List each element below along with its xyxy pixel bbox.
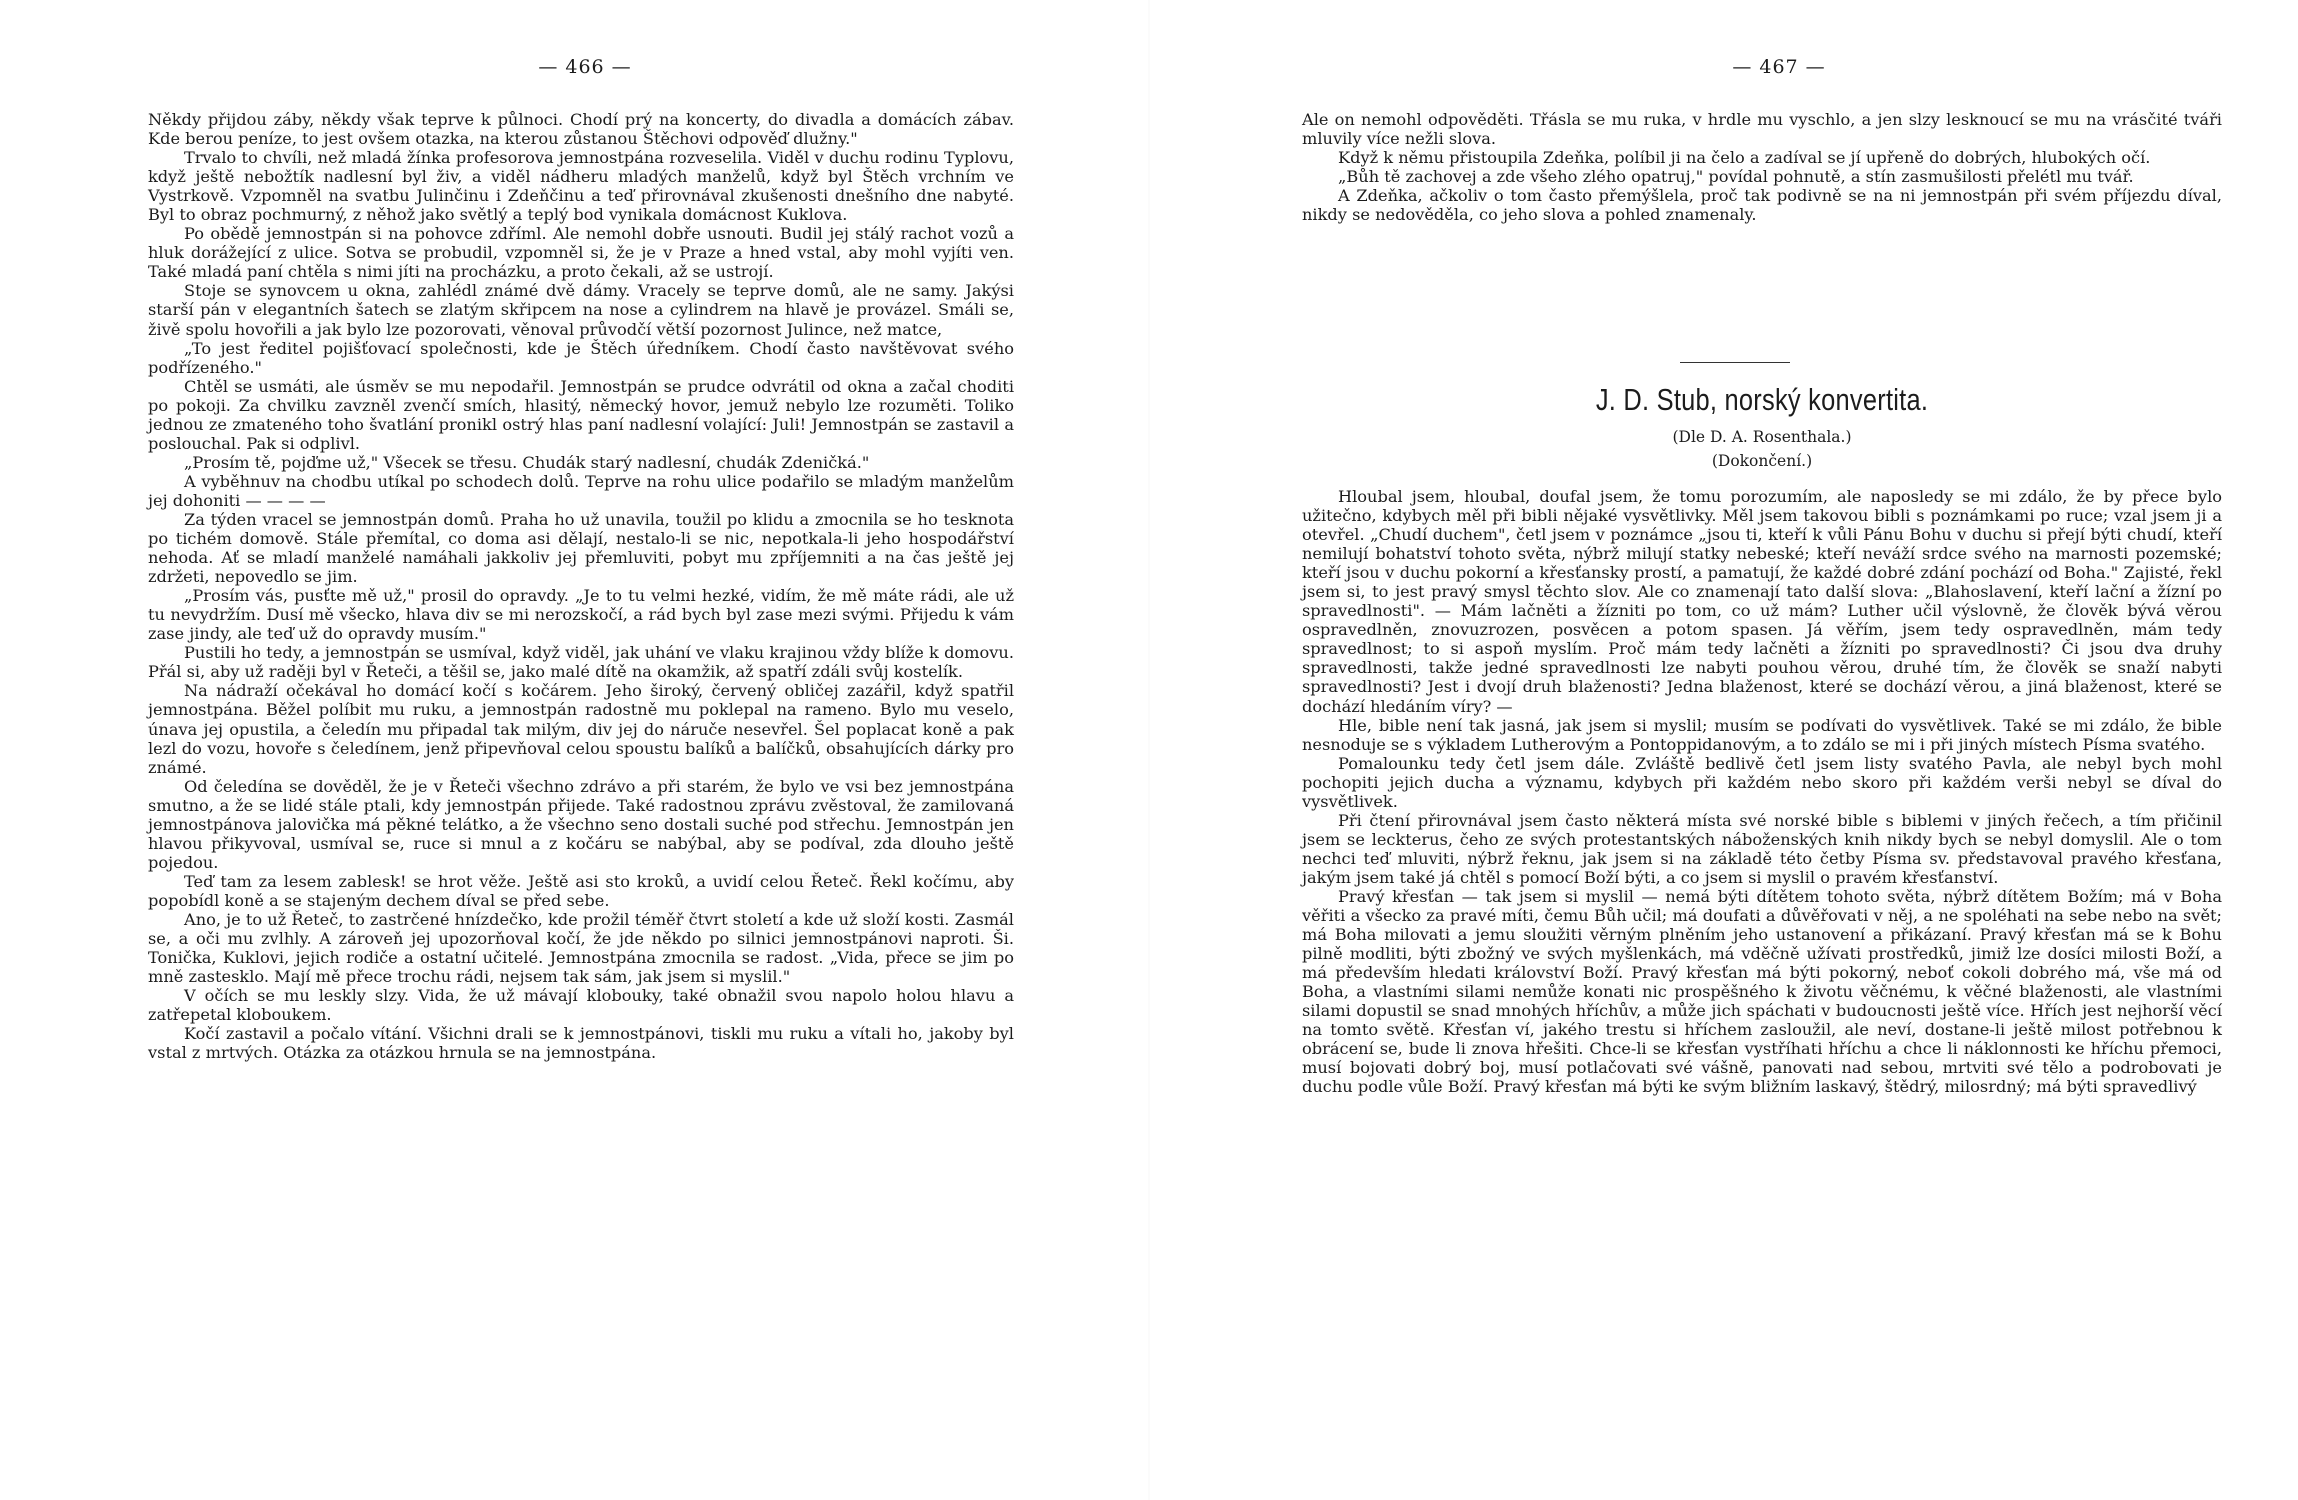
left-page-paragraph: „Prosím tě, pojďme už," Všecek se třesu. Chudák starý nadlesní, chudák Zdeničká." xyxy=(184,452,870,472)
right-page-story-ending xyxy=(1302,110,2222,224)
left-page-paragraph: A vyběhnuv na chodbu utíkal po schodech dolů. Teprve na rohu ulice podařilo se mladým manželům jej dohoniti — — — — xyxy=(148,471,1014,510)
left-page-paragraph: Pustili ho tedy, a jemnostpán se usmíval, když viděl, jak uhání ve vlaku krajinou vždy blíže k domovu. Přál si, aby už raději byl v Řeteči, a těšil se, jako malé dítě na okamžik, až spatří zdáli svůj kostelík. xyxy=(148,643,1014,682)
left-page-paragraph: Někdy přijdou záby, někdy však teprve k půlnoci. Chodí prý na koncerty, do divadla a domácích zábav. Kde berou peníze, to jest ovšem otazka, na kterou zůstanou Štěchovi odpověď dlužny." xyxy=(148,110,1014,149)
left-page-paragraph: Kočí zastavil a počalo vítání. Všichni drali se k jemnostpánovi, tiskli mu ruku a vítali ho, jakoby byl vstal z mrtvých. Otázka za otázkou hrnula se na jemnostpána. xyxy=(148,1024,1014,1063)
article-paragraph: Pomalounku tedy četl jsem dále. Zvláště bedlivě četl jsem listy svatého Pavla, ale nebyl bych mohl pochopiti jejich ducha a významu, kdybych při každém nebo skoro při každém verši nebyl se díval do vysvětlivek. xyxy=(1302,753,2222,811)
left-page-paragraph: „To jest ředitel pojišťovací společnosti, kde je Štěch úředníkem. Chodí často navštěvovat svého podřízeného." xyxy=(148,338,1014,377)
article-paragraph: Hloubal jsem, hloubal, doufal jsem, že tomu porozumím, ale naposledy se mi zdálo, že by přece bylo užitečno, kdybych měl při bibli nějaké vysvětlivky. Měl jsem takovou bibli s poznámkami po ruce; vzal jsem ji a otevřel. „Chudí duchem", četl jsem v poznámce „jsou ti, kteří k vůli Pánu Bohu v duchu si přejí býti chudí, kteří nemilují bohatství tohoto světa, nýbrž milují statky nebeské; kteří neváží srdce svého na marnosti pozemské; kteří jsou v duchu pokorní a křesťansky prostí, a pamatují, že každé dobré zdání pochází od Boha." Zajisté, řekl jsem si, to jest pravý smysl těchto slov. Ale co znamenají tato další slova: „Blahoslavení, kteří lační a žízní po spravedlnosti". — Mám lačněti a žízniti po tom, co už mám? Luther učil výslovně, že člověk bývá věrou ospravedlněn, znovuzrozen, posvěcen a potom spasen. Já věřím, jsem tedy ospravedlněn, mám tedy spravedlnost; to si aspoň myslím. Proč mám tedy lačněti a žízniti po spravedlnosti? Či jsou dva druhy spravedlnosti, takže jedné spravedlnosti lze nabyti pouhou věrou, druhé tím, že člověk se snaží nabyti spravedlnosti? Jest i dvojí druh blaženosti? Jedna blaženost, které se dochází věrou, a jiná blaženost, které se dochází hledáním víry? — xyxy=(1302,487,2222,716)
left-page-paragraph: Na nádraží očekával ho domácí kočí s kočárem. Jeho široký, červený obličej zazářil, když spatřil jemnostpána. Běžel políbit mu ruku, a jemnostpán radostně mu poklepal na rameno. Bylo mu veselo, únava jej opustila, a čeledín mu připadal tak milým, div jej do náruče nesevřel. Šel poplacat koně a pak lezl do vozu, hovoře s čeledínem, jenž připevňoval celou spoustu balíků a balíčků, obsahujících dárky pro známé. xyxy=(148,681,1014,777)
story-ending-paragraph: Když k němu přistoupila Zdeňka, políbil ji na čelo a zadíval se jí upřeně do dobrých, hlubokých očí. xyxy=(1338,148,2151,168)
left-page-paragraph: V očích se mu leskly slzy. Vida, že už mávají klobouky, také obnažil svou napolo holou hlavu a zatřepetal kloboukem. xyxy=(148,986,1014,1025)
right-page-number: — 467 — xyxy=(1732,56,1826,78)
left-page-text-column xyxy=(148,110,1014,1062)
left-page-paragraph: Za týden vracel se jemnostpán domů. Praha ho už unavila, toužil po klidu a zmocnila se ho tesknota po tichém domově. Stále přemítal, co doma asi dělají, nestalo-li se nic, nepotkala-li jeho hospodářství nehoda. Ať se mladí manželé namáhali jakkoliv jej přemluviti, pobyt mu zpříjemniti a na čas ještě jej zdržeti, nepovedlo se jim. xyxy=(148,509,1014,587)
article-title: J. D. Stub, norský konvertita. xyxy=(1595,382,1929,417)
article-source: (Dle D. A. Rosenthala.) xyxy=(1672,428,1852,446)
left-page-number: — 466 — xyxy=(538,56,632,78)
story-ending-paragraph: A Zdeňka, ačkoliv o tom často přemýšlela, proč tak podivně se na ni jemnostpán při svém příjezdu díval, nikdy se nedověděla, co jeho slova a pohled znamenaly. xyxy=(1302,186,2222,225)
article-paragraph: Při čtení přirovnával jsem často některá místa své norské bible s biblemi v jiných řečech, a tím přičinil jsem se leckterus, čeho ze svých protestantských náboženských knih nikdy bych se nebyl domyslil. Ale o tom nechci teď mluviti, nýbrž řeknu, jak jsem si na základě této četby Písma sv. představoval pravého křesťana, jakým jsem také já chtěl s pomocí Boží býti, a co jsem si myslil o pravém křesťanství. xyxy=(1302,810,2222,887)
article-status: (Dokončení.) xyxy=(1711,452,1813,470)
left-page-paragraph: Po obědě jemnostpán si na pohovce zdříml. Ale nemohl dobře usnouti. Budil jej stálý rachot vozů a hluk dorážející z ulice. Sotva se probudil, vzpomněl si, že je v Praze a hned vstal, aby mohl vyjíti ven. Také mladá paní chtěla s nimi jíti na procházku, a proto čekali, až se ustrojí. xyxy=(148,224,1014,282)
left-page-paragraph: Chtěl se usmáti, ale úsměv se mu nepodařil. Jemnostpán se prudce odvrátil od okna a začal choditi po pokoji. Za chvilku zavzněl zvenčí smích, hlasitý, německý hovor, jemuž nebylo lze rozuměti. Toliko jednou ze zmateného toho švatlání pronikl ostrý hlas paní nadlesní volající: Juli! Jemnostpán se zastavil a poslouchal. Pak si odplivl. xyxy=(148,376,1014,453)
story-ending-paragraph: Ale on nemohl odpověděti. Třásla se mu ruka, v hrdle mu vyschlo, a jen slzy lesknoucí se mu na vrásčité tváři mluvily více nežli slova. xyxy=(1302,110,2222,149)
article-paragraph: Pravý křesťan — tak jsem si myslil — nemá býti dítětem tohoto světa, nýbrž dítětem Božím; má v Boha věřiti a všecko za pravé míti, čemu Bůh učil; má doufati a důvěřovati v něj, a ne spoléhati na sebe nebo na svět; má Boha milovati a jemu sloužiti věrným plněním jeho ustanovení a přikázaní. Pravý křesťan má se k Bohu pilně modliti, býti zbožný ve svých myšlenkách, má vděčně užívati prostředků, jimiž lze dosíci milosti Boží, a má především hledati království Boží. Pravý křesťan má býti pokorný, neboť cokoli dobrého má, vše má od Boha, a vlastními silami nemůže konati nic prospěšného k životu věčnému, k věčné blaženosti, ale vlastními silami dopustil se snad mnohých hříchův, a může jich spáchati v budoucnosti ještě více. Hřích jest nejhorší věcí na tomto světě. Křesťan ví, jakého trestu si hříchem zasloužil, ale neví, dostane-li ještě milost potřebnou k obrácení se, bude li znova hřešiti. Chce-li se křesťan vystříhati hříchu a chce li náklonnosti ke hříchu přemoci, musí bojovati dobrý boj, musí potlačovati své vášně, panovati nad sebou, mrtviti své tělo a podrobovati je duchu podle vůle Boží. Pravý křesťan má býti ke svým bližním laskavý, štědrý, milosrdný; má býti spravedlivý xyxy=(1302,886,2222,1097)
article-paragraph: Hle, bible není tak jasná, jak jsem si myslil; musím se podívati do vysvětlivek. Také se mi zdálo, že bible nesnoduje se s výkladem Lutherovým a Pontoppidanovým, a to zdálo se mi i při jiných místech Písma svatého. xyxy=(1302,715,2222,754)
article-body xyxy=(1302,487,2222,1097)
left-page-paragraph: Teď tam za lesem zablesk! se hrot věže. Ještě asi sto kroků, a uvidí celou Řeteč. Řekl kočímu, aby popobídl koně a se stajeným dechem díval se před sebe. xyxy=(148,871,1014,910)
left-page-paragraph: Stoje se synovcem u okna, zahlédl známé dvě dámy. Vracely se teprve domů, ale ne samy. Jakýsi starší pán v elegantních šatech se zlatým skřipcem na nose a cylindrem na hlavě je provázel. Smáli se, živě spolu hovořili a jak bylo lze pozorovati, věnoval průvodčí větší pozornost Julince, než matce, xyxy=(148,281,1014,339)
left-page-paragraph: Od čeledína se dověděl, že je v Řeteči všechno zdrávo a při starém, že bylo ve vsi bez jemnostpána smutno, a že se lidé stále ptali, kdy jemnostpán přijede. Také radostnou zprávu zvěstoval, že zamilovaná jemnostpánova jalovička má pěkné telátko, a že všechno seno dostali suché pod střechu. Jemnostpán jen hlavou přikyvoval, usmíval se, ruce si mnul a z kočáru se nabýbal, aby se podíval, zda dlouho ještě pojedou. xyxy=(148,776,1014,872)
left-page-paragraph: Ano, je to už Řeteč, to zastrčené hnízdečko, kde prožil téměř čtvrt století a kde už složí kosti. Zasmál se, a oči mu zvlhly. A zároveň jej upozorňoval kočí, že jde někdo po silnici jemnostpánovi naproti. Ši. Tonička, Kuklovi, jejich rodiče a ostatní učitelé. Jemnostpána zmocnila se radost. „Vida, přece se jim po mně zastesklo. Mají mě přece trochu rádi, nejsem tak sám, jak jsem si myslil." xyxy=(148,909,1014,987)
story-ending-paragraph: „Bůh tě zachovej a zde všeho zlého opatruj," povídal pohnutě, a stín zasmušilosti přelétl mu tvář. xyxy=(1338,167,2134,187)
left-page-paragraph: Trvalo to chvíli, než mladá žínka profesorova jemnostpána rozveselila. Viděl v duchu rodinu Typlovu, když ještě nebožtík nadlesní byl živ, a viděl nádheru mladých manželů, když byl Štěch vrchním ve Vystrkově. Vzpomněl na svatbu Julinčinu i Zdeňčinu a teď přirovnával zkušenosti dnešního dne nabyté. Byl to obraz pochmurný, z něhož jako světlý a teplý bod vynikala domácnost Kuklova. xyxy=(148,148,1014,225)
section-divider-rule xyxy=(1680,362,1790,363)
right-page xyxy=(1149,0,2298,1500)
left-page-paragraph: „Prosím vás, pusťte mě už," prosil do opravdy. „Je to tu velmi hezké, vidím, že mě máte rádi, ale už tu nevydržím. Dusí mě všecko, hlava div se mi nerozskočí, a rád bych byl zase mezi svými. Přijedu k vám zase jindy, ale teď už do opravdy musím." xyxy=(148,586,1014,644)
